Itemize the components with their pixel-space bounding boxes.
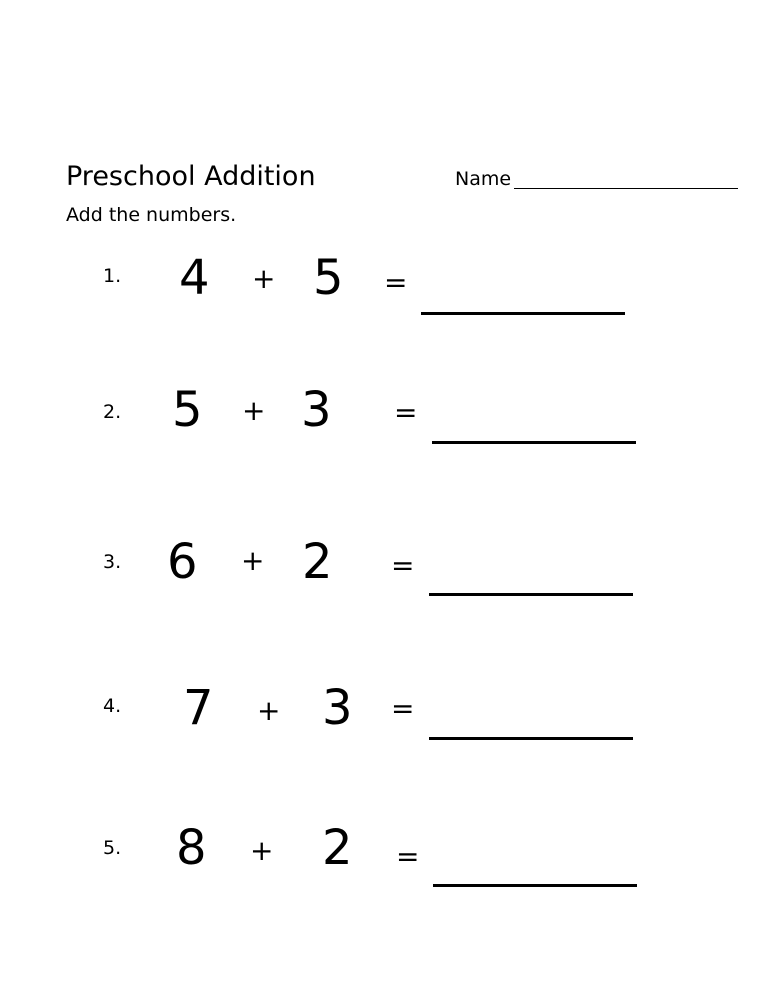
instructions: Add the numbers. (66, 204, 237, 226)
plus-sign: + (241, 544, 265, 577)
second-addend: 5 (313, 250, 344, 306)
problem-3 (0, 534, 768, 624)
first-addend: 5 (172, 382, 203, 438)
problem-5 (0, 820, 768, 910)
problem-number: 3. (103, 551, 122, 573)
plus-sign: + (250, 834, 274, 867)
plus-sign: + (257, 694, 281, 727)
answer-line (432, 441, 636, 444)
first-addend: 6 (167, 534, 198, 590)
problem-1 (0, 250, 768, 340)
problem-number: 5. (103, 837, 122, 859)
equals-sign: = (384, 266, 408, 299)
answer-line (433, 884, 637, 887)
plus-sign: + (252, 262, 276, 295)
problem-number: 1. (103, 265, 122, 287)
second-addend: 3 (322, 680, 353, 736)
first-addend: 8 (176, 820, 207, 876)
second-addend: 2 (322, 820, 353, 876)
equals-sign: = (394, 396, 418, 429)
name-field (455, 166, 745, 194)
equals-sign: = (396, 840, 420, 873)
problem-2 (0, 382, 768, 472)
answer-line (429, 737, 633, 740)
worksheet-title: Preschool Addition (66, 161, 316, 192)
name-line (514, 188, 738, 189)
equals-sign: = (391, 692, 415, 725)
first-addend: 7 (183, 680, 214, 736)
second-addend: 3 (301, 382, 332, 438)
name-label: Name (455, 168, 512, 190)
equals-sign: = (391, 549, 415, 582)
problem-number: 4. (103, 695, 122, 717)
problem-4 (0, 680, 768, 770)
answer-line (429, 593, 633, 596)
problem-number: 2. (103, 401, 122, 423)
first-addend: 4 (179, 250, 210, 306)
answer-line (421, 312, 625, 315)
plus-sign: + (242, 394, 266, 427)
second-addend: 2 (302, 534, 333, 590)
